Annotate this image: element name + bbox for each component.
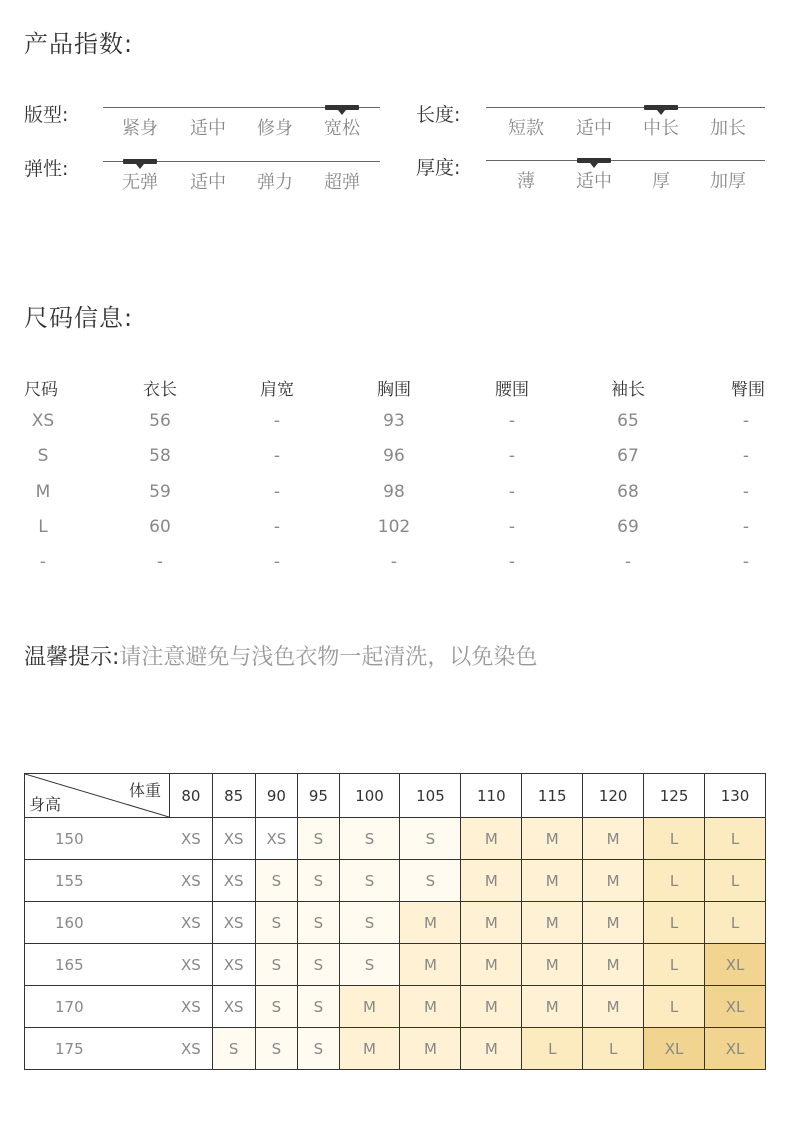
index-option: 加厚 [710, 171, 746, 192]
size-cell: M [35, 481, 51, 502]
size-recommendation-cell: M [461, 986, 522, 1028]
size-header: 袖长 [611, 380, 645, 400]
height-header: 155 [25, 860, 170, 902]
tip-text: 请注意避免与浅色衣物一起清洗，以免染色 [119, 645, 538, 670]
size-recommendation-cell: S [298, 986, 339, 1028]
size-recommendation-chart [24, 773, 766, 1070]
index-option: 超弹 [324, 172, 360, 193]
weight-header: 90 [255, 774, 298, 818]
index-option: 厚 [652, 171, 670, 192]
size-cell: - [742, 411, 750, 431]
size-recommendation-cell: M [339, 986, 400, 1028]
table-row [25, 860, 766, 902]
height-header: 150 [25, 818, 170, 860]
size-cell: XS [31, 411, 55, 431]
size-cell: 102 [377, 516, 411, 537]
size-header: 衣长 [143, 380, 177, 400]
size-info-title: 尺码信息: [24, 304, 134, 332]
table-row [25, 818, 766, 860]
size-cell: 65 [617, 411, 639, 431]
size-cell: - [273, 446, 281, 467]
size-cell: 58 [149, 446, 171, 467]
size-recommendation-cell: M [583, 986, 644, 1028]
index-scale-line [486, 107, 765, 108]
size-recommendation-cell: M [400, 902, 461, 944]
size-cell: S [37, 446, 49, 467]
size-recommendation-cell: S [298, 902, 339, 944]
size-cell: - [156, 552, 164, 573]
size-recommendation-cell: L [644, 902, 705, 944]
size-recommendation-cell: M [583, 818, 644, 860]
wash-tip [24, 640, 537, 671]
size-recommendation-cell: XS [255, 818, 298, 860]
size-recommendation-cell: L [644, 818, 705, 860]
size-recommendation-cell: XL [705, 986, 766, 1028]
weight-header: 95 [298, 774, 339, 818]
size-recommendation-cell: M [522, 818, 583, 860]
size-cell: - [273, 516, 281, 537]
size-header: 肩宽 [260, 380, 294, 400]
index-label: 长度: [416, 104, 461, 126]
weight-header: 100 [339, 774, 400, 818]
size-cell: - [742, 481, 750, 502]
size-header: 胸围 [377, 380, 411, 400]
size-cell: - [742, 516, 750, 537]
size-recommendation-cell: XS [212, 944, 255, 986]
index-label: 版型: [24, 104, 69, 126]
size-cell: - [508, 481, 516, 502]
size-cell: 56 [149, 411, 171, 431]
height-header: 170 [25, 986, 170, 1028]
size-recommendation-cell: S [400, 860, 461, 902]
size-cell: - [624, 552, 632, 573]
size-recommendation-cell: S [255, 986, 298, 1028]
size-recommendation-cell: M [339, 1028, 400, 1070]
size-cell: - [39, 552, 47, 573]
weight-header: 115 [522, 774, 583, 818]
size-cell: 93 [383, 411, 405, 431]
index-option: 适中 [190, 172, 226, 193]
size-header: 尺码 [24, 380, 58, 400]
size-recommendation-cell: M [461, 860, 522, 902]
size-recommendation-cell: S [255, 860, 298, 902]
size-recommendation-cell: S [255, 1028, 298, 1070]
size-recommendation-cell: M [583, 944, 644, 986]
height-header: 165 [25, 944, 170, 986]
size-recommendation-cell: S [339, 944, 400, 986]
corner-weight-label: 体重 [128, 781, 161, 800]
index-option: 适中 [576, 118, 612, 139]
weight-header: 85 [212, 774, 255, 818]
size-recommendation-cell: S [298, 1028, 339, 1070]
size-header: 臀围 [731, 380, 765, 400]
size-recommendation-cell: XS [212, 860, 255, 902]
size-recommendation-cell: M [400, 1028, 461, 1070]
size-recommendation-cell: S [255, 902, 298, 944]
weight-header: 80 [170, 774, 213, 818]
size-recommendation-cell: XS [170, 902, 213, 944]
size-recommendation-cell: XL [644, 1028, 705, 1070]
size-recommendation-cell: M [461, 818, 522, 860]
size-recommendation-cell: L [522, 1028, 583, 1070]
size-cell: 69 [617, 516, 639, 537]
size-cell: - [508, 552, 516, 573]
size-recommendation-cell: S [339, 818, 400, 860]
index-option: 中长 [643, 118, 679, 139]
size-recommendation-cell: XL [705, 944, 766, 986]
size-recommendation-cell: S [339, 902, 400, 944]
size-cell: 68 [617, 481, 639, 502]
size-recommendation-cell: M [583, 860, 644, 902]
table-row [25, 944, 766, 986]
size-recommendation-cell: S [400, 818, 461, 860]
size-recommendation-cell: S [298, 818, 339, 860]
size-recommendation-cell: XL [705, 1028, 766, 1070]
size-recommendation-cell: L [705, 818, 766, 860]
size-recommendation-cell: L [705, 902, 766, 944]
size-recommendation-cell: XS [170, 818, 213, 860]
tip-label: 温馨提示: [24, 645, 120, 670]
table-row [25, 986, 766, 1028]
size-recommendation-cell: L [644, 944, 705, 986]
size-cell: 59 [149, 481, 171, 502]
size-recommendation-cell: M [522, 902, 583, 944]
index-option: 宽松 [324, 118, 360, 139]
index-option: 无弹 [122, 172, 158, 193]
index-option: 适中 [190, 118, 226, 139]
table-row [25, 1028, 766, 1070]
size-cell: - [273, 552, 281, 573]
size-recommendation-cell: M [522, 986, 583, 1028]
size-recommendation-cell: M [461, 902, 522, 944]
index-option: 薄 [517, 171, 535, 192]
size-recommendation-cell: L [705, 860, 766, 902]
size-recommendation-cell: M [400, 986, 461, 1028]
size-recommendation-cell: S [255, 944, 298, 986]
size-cell: - [508, 516, 516, 537]
size-cell: - [273, 411, 281, 431]
index-label: 弹性: [24, 158, 69, 180]
size-recommendation-cell: S [298, 860, 339, 902]
index-selected-marker [325, 105, 359, 110]
size-recommendation-cell: XS [212, 902, 255, 944]
height-header: 175 [25, 1028, 170, 1070]
height-header: 160 [25, 902, 170, 944]
size-cell: - [742, 446, 750, 467]
product-index-title: 产品指数: [24, 30, 134, 58]
corner-height-label: 身高 [29, 795, 62, 814]
weight-header: 110 [461, 774, 522, 818]
weight-header: 120 [583, 774, 644, 818]
weight-header: 105 [400, 774, 461, 818]
weight-header: 130 [705, 774, 766, 818]
size-cell: - [273, 481, 281, 502]
weight-header: 125 [644, 774, 705, 818]
size-recommendation-cell: L [644, 986, 705, 1028]
index-option: 加长 [710, 118, 746, 139]
size-cell: 67 [617, 446, 639, 467]
size-cell: - [742, 552, 750, 573]
size-recommendation-cell: M [461, 944, 522, 986]
size-cell: L [38, 516, 48, 537]
size-cell: - [508, 446, 516, 467]
size-cell: - [390, 552, 398, 573]
index-option: 弹力 [257, 172, 293, 193]
size-recommendation-cell: M [400, 944, 461, 986]
index-selected-marker [577, 158, 611, 163]
size-recommendation-cell: XS [212, 986, 255, 1028]
chart-corner [25, 774, 170, 818]
size-recommendation-cell: XS [170, 860, 213, 902]
size-recommendation-cell: S [298, 944, 339, 986]
size-recommendation-cell: M [522, 860, 583, 902]
size-cell: 60 [149, 516, 171, 537]
index-selected-marker [644, 105, 678, 110]
index-option: 紧身 [122, 118, 158, 139]
size-recommendation-cell: XS [170, 986, 213, 1028]
index-option: 修身 [257, 118, 293, 139]
index-option: 短款 [508, 118, 544, 139]
size-recommendation-cell: L [644, 860, 705, 902]
size-recommendation-cell: M [583, 902, 644, 944]
size-recommendation-cell: M [461, 1028, 522, 1070]
index-selected-marker [123, 159, 157, 164]
size-recommendation-cell: M [522, 944, 583, 986]
size-cell: - [508, 411, 516, 431]
size-recommendation-cell: L [583, 1028, 644, 1070]
size-recommendation-cell: S [339, 860, 400, 902]
index-label: 厚度: [416, 157, 461, 179]
index-option: 适中 [576, 171, 612, 192]
size-recommendation-cell: XS [170, 944, 213, 986]
size-header: 腰围 [495, 380, 529, 400]
size-recommendation-cell: XS [170, 1028, 213, 1070]
size-recommendation-cell: XS [212, 818, 255, 860]
size-cell: 98 [383, 481, 405, 502]
table-row [25, 902, 766, 944]
index-scale-line [486, 160, 765, 161]
size-cell: 96 [383, 446, 405, 467]
size-recommendation-cell: S [212, 1028, 255, 1070]
